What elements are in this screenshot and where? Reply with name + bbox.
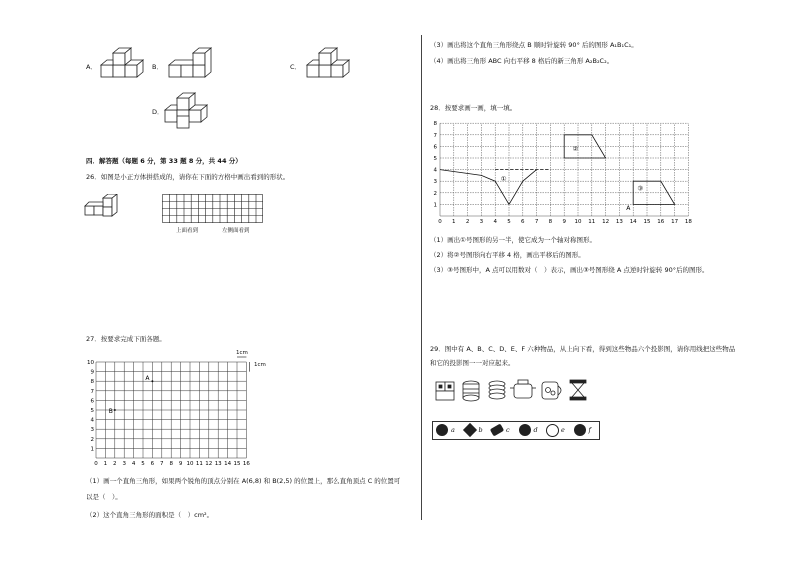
q27-sub3: （3）画出将这个直角三角形绕点 B 顺时针旋转 90° 后的图形 A₁B₁C₁。 — [430, 41, 638, 49]
y-tick-label: 8 — [433, 121, 437, 128]
shadow-label: b — [478, 426, 483, 434]
q28-title: 28．按要求画一画，填一填。 — [430, 104, 517, 112]
y-tick-label: 10 — [87, 360, 94, 366]
q26-cube-figure — [83, 194, 123, 222]
x-tick-label: 8 — [169, 461, 173, 467]
x-tick-label: 10 — [186, 461, 194, 467]
x-tick-label: 15 — [643, 219, 651, 225]
x-tick-label: 16 — [242, 461, 250, 467]
option-b-label: B． — [152, 63, 163, 71]
x-tick-label: 12 — [205, 461, 213, 467]
shape-1-half — [440, 170, 509, 205]
q27-scale-label-side: 1cm — [254, 362, 266, 368]
shadow-label: d — [533, 426, 538, 434]
x-tick-label: 12 — [602, 219, 610, 225]
shadow-a-icon — [436, 424, 448, 436]
shadow-e-icon — [546, 424, 559, 437]
option-c-cube-figure — [305, 45, 357, 81]
x-tick-label: 16 — [657, 219, 665, 225]
y-tick-label: 5 — [433, 156, 437, 162]
q27-sub1b: 以是（ ）。 — [86, 493, 122, 501]
shadow-f-icon — [574, 424, 586, 436]
q27-scale-label: 1cm — [236, 350, 248, 356]
y-tick-label: 8 — [90, 379, 94, 386]
x-tick-label: 14 — [629, 219, 637, 225]
point-a-label: A — [145, 375, 150, 383]
y-tick-label: 3 — [90, 427, 94, 434]
x-tick-label: 7 — [160, 461, 164, 467]
x-tick-label: 2 — [113, 461, 117, 467]
x-tick-label: 1 — [452, 219, 456, 225]
x-tick-label: 14 — [224, 461, 232, 467]
x-tick-label: 2 — [465, 219, 470, 225]
x-tick-label: 15 — [233, 461, 241, 467]
y-tick-label: 2 — [90, 436, 94, 443]
x-tick-label: 7 — [534, 219, 539, 225]
x-tick-label: 13 — [214, 461, 222, 467]
point-b-dot — [114, 409, 116, 411]
object-f-icon — [570, 380, 586, 400]
q28-coordinate-grid[interactable] — [428, 118, 698, 230]
q26-text: 26．如图是小正方体拼搭成的，请你在下面的方格中画出看到的形状。 — [86, 173, 290, 181]
q27-coordinate-grid[interactable] — [86, 356, 256, 468]
y-tick-label: 5 — [90, 408, 94, 414]
option-b-cube-figure — [167, 45, 219, 81]
x-tick-label: 17 — [671, 219, 679, 225]
shadow-label: e — [561, 426, 565, 434]
x-tick-label: 0 — [94, 461, 98, 467]
x-tick-label: 13 — [615, 219, 623, 225]
x-tick-label: 10 — [574, 219, 582, 225]
y-tick-label: 1 — [90, 446, 94, 453]
q26-drawing-grid[interactable] — [162, 194, 264, 224]
y-tick-label: 6 — [433, 144, 437, 151]
x-tick-label: 8 — [548, 219, 553, 225]
y-tick-label: 2 — [433, 190, 437, 197]
y-tick-label: 4 — [433, 167, 437, 174]
y-tick-label: 1 — [433, 202, 437, 209]
y-tick-label: 3 — [433, 179, 437, 186]
q28-sub1: （1）画出①号图形的另一半，使它成为一个轴对称图形。 — [430, 236, 596, 244]
point-a-label: A — [626, 205, 631, 213]
object-b-icon — [463, 381, 479, 401]
option-d-cube-figure — [163, 92, 215, 132]
q28-sub3: （3）③号图形中，A 点可以用数对（ ）表示，画出③号图形绕 A 点逆时针旋转 90°后的图形。 — [430, 266, 709, 274]
point-b-label: B — [108, 408, 113, 415]
x-tick-label: 9 — [178, 461, 183, 467]
x-tick-label: 0 — [438, 219, 442, 225]
shadow-label: c — [506, 426, 510, 434]
q26-label-top-view: 上面看到 — [176, 228, 199, 234]
y-tick-label: 7 — [433, 132, 437, 139]
y-tick-label: 6 — [90, 398, 94, 405]
option-a-label: A． — [86, 63, 97, 71]
q27-sub4: （4）画出将三角形 ABC 向右平移 8 格后的新三角形 A₂B₂C₂。 — [430, 57, 614, 65]
y-tick-label: 4 — [90, 417, 94, 424]
x-tick-label: 11 — [195, 461, 203, 467]
object-c-icon — [489, 381, 505, 399]
x-tick-label: 3 — [479, 219, 484, 225]
x-tick-label: 9 — [562, 219, 566, 225]
y-tick-label: 9 — [90, 369, 94, 376]
x-tick-label: 4 — [493, 219, 497, 225]
shape-1-label: ① — [500, 175, 507, 184]
x-tick-label: 6 — [150, 461, 155, 467]
y-tick-label: 7 — [90, 388, 94, 395]
x-tick-label: 11 — [588, 219, 596, 225]
q27-sub2: （2）这个直角三角形的面积是（ ）cm²。 — [86, 511, 214, 519]
shape-3-label: ③ — [637, 184, 644, 193]
shadow-d-icon — [519, 424, 531, 436]
x-tick-label: 1 — [103, 461, 108, 467]
column-divider — [421, 35, 422, 520]
point-a-dot — [151, 380, 153, 382]
q29-text: 29．图中有 A、B、C、D、E、F 六种物品，从上向下看，得到这些物品六个投影图，请你用线把这些物品 — [430, 345, 736, 353]
q26-label-left-view: 左侧面看到 — [222, 228, 250, 234]
x-tick-label: 5 — [141, 461, 145, 467]
x-tick-label: 18 — [684, 219, 692, 225]
x-tick-label: 3 — [122, 461, 126, 467]
x-tick-label: 4 — [131, 461, 136, 467]
section-4-title: 四．解答题（每题 6 分，第 33 题 8 分，共 44 分） — [86, 157, 242, 165]
object-d-icon — [510, 380, 536, 398]
q29-text2: 和它的投影图一一对应起来。 — [430, 359, 515, 367]
shadow-label: a — [451, 426, 455, 434]
object-e-icon — [542, 382, 561, 399]
q27-title: 27．按要求完成下面各题。 — [86, 335, 166, 343]
q27-sub1: （1）画一个直角三角形，如果两个锐角的顶点分别在 A(6,8) 和 B(2,5) 的位置上，那么直角顶点 C 的位置可 — [86, 477, 401, 485]
option-c-label: C． — [290, 63, 302, 71]
shadow-label: f — [588, 426, 591, 434]
shape-2-label: ② — [572, 145, 579, 154]
q28-sub2: （2）将②号图形向右平移 4 格，画出平移后的图形。 — [430, 251, 585, 259]
option-a-cube-figure — [99, 47, 147, 81]
option-d-label: D． — [152, 108, 164, 116]
object-a-icon — [436, 382, 454, 400]
x-tick-label: 6 — [521, 219, 525, 225]
q29-objects-row — [434, 376, 602, 402]
x-tick-label: 5 — [507, 219, 511, 225]
